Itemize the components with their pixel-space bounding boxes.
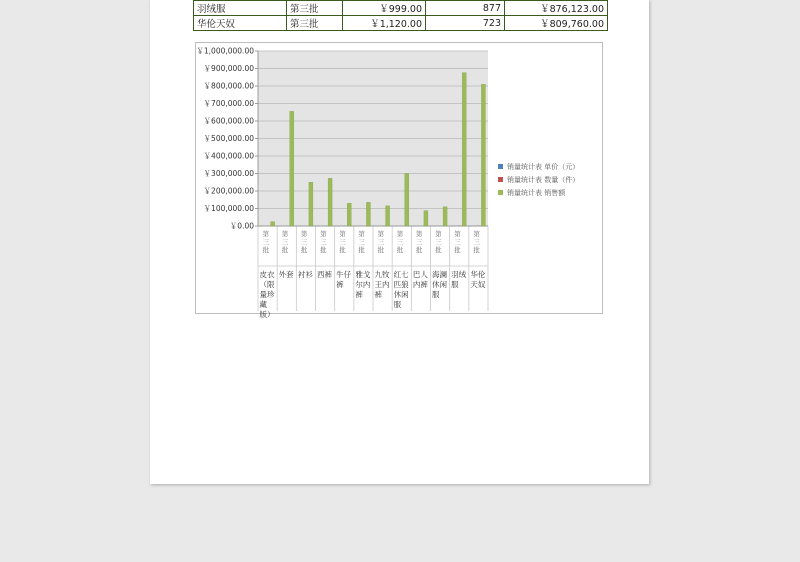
bar: [290, 111, 294, 226]
x-tick-label: 巴人内裤: [412, 270, 428, 289]
table-cell-amount: ￥876,123.00: [505, 1, 608, 16]
bar: [405, 174, 409, 227]
x-group-label: 第三批: [300, 230, 308, 254]
bar: [347, 203, 351, 226]
bar: [443, 207, 447, 226]
bar: [386, 206, 390, 226]
x-tick-label: 九牧王内裤: [374, 270, 390, 299]
x-group-label: 第三批: [454, 230, 461, 254]
x-tick-label: 西裤: [317, 270, 332, 279]
sales-table: [193, 0, 608, 31]
x-tick-label: 红七匹狼休闲服: [393, 270, 409, 309]
y-tick-label: ￥200,000.00: [203, 186, 254, 196]
y-tick-label: ￥700,000.00: [203, 99, 254, 108]
table-cell-price: ￥999.00: [343, 1, 426, 16]
x-tick-label: 羽绒服: [451, 270, 467, 289]
x-group-label: 第三批: [435, 230, 442, 254]
table-cell-amount: ￥809,760.00: [505, 16, 608, 31]
x-group-label: 第三批: [377, 230, 385, 254]
table-cell-name: 华伦天奴: [194, 16, 287, 31]
bar: [328, 178, 332, 226]
legend-label: 销量统计表 数量（件）: [507, 175, 580, 184]
y-tick-label: ￥300,000.00: [203, 169, 254, 178]
x-tick-label: 雅戈尔内裤: [355, 270, 371, 299]
bar: [462, 73, 466, 226]
sales-chart: [195, 42, 603, 319]
x-tick-label: 海澜休闲服: [432, 270, 447, 299]
chart-legend: [498, 160, 579, 199]
legend-swatch: [498, 164, 503, 169]
x-group-label: 第三批: [320, 230, 327, 254]
table-cell-batch: 第三批: [287, 1, 343, 16]
y-tick-label: ￥1,000,000.00: [196, 46, 254, 56]
table-cell-name: 羽绒服: [194, 1, 287, 16]
x-tick-label: 牛仔裤: [336, 270, 352, 289]
legend-swatch: [498, 177, 503, 182]
bar: [271, 222, 275, 226]
table-cell-price: ￥1,120.00: [343, 16, 426, 31]
x-tick-label: 衬衫: [297, 270, 313, 279]
legend-entry: [498, 173, 579, 186]
x-tick-label: 外套: [278, 270, 294, 279]
bar: [366, 202, 370, 226]
table-cell-qty: 723: [426, 16, 505, 31]
bar: [481, 84, 485, 226]
y-tick-label: ￥100,000.00: [203, 204, 254, 213]
y-tick-label: ￥800,000.00: [203, 81, 254, 91]
x-tick-label: 皮衣（限量珍藏版）: [259, 270, 275, 319]
table-row: [194, 1, 608, 16]
y-tick-label: ￥500,000.00: [203, 134, 254, 143]
x-group-label: 第三批: [339, 230, 346, 254]
legend-swatch: [498, 190, 503, 195]
legend-entry: [498, 160, 579, 173]
legend-entry: [498, 186, 579, 199]
bar: [309, 182, 313, 226]
x-group-label: 第三批: [262, 230, 270, 254]
table-cell-batch: 第三批: [287, 16, 343, 31]
bar: [424, 211, 428, 226]
table-row: [194, 16, 608, 31]
legend-label: 销量统计表 单价（元）: [507, 162, 580, 171]
y-tick-label: ￥0.00: [229, 221, 254, 231]
table-cell-qty: 877: [426, 1, 505, 16]
y-tick-label: ￥900,000.00: [203, 64, 254, 73]
x-group-label: 第三批: [415, 230, 423, 254]
x-tick-label: 华伦天奴: [470, 270, 486, 289]
x-group-label: 第三批: [358, 230, 365, 254]
legend-label: 销量统计表 销售额: [507, 188, 566, 197]
y-tick-label: ￥600,000.00: [203, 116, 254, 126]
x-group-label: 第三批: [281, 230, 289, 254]
y-tick-label: ￥400,000.00: [203, 151, 254, 161]
x-group-label: 第三批: [396, 230, 404, 254]
x-group-label: 第三批: [473, 230, 480, 254]
